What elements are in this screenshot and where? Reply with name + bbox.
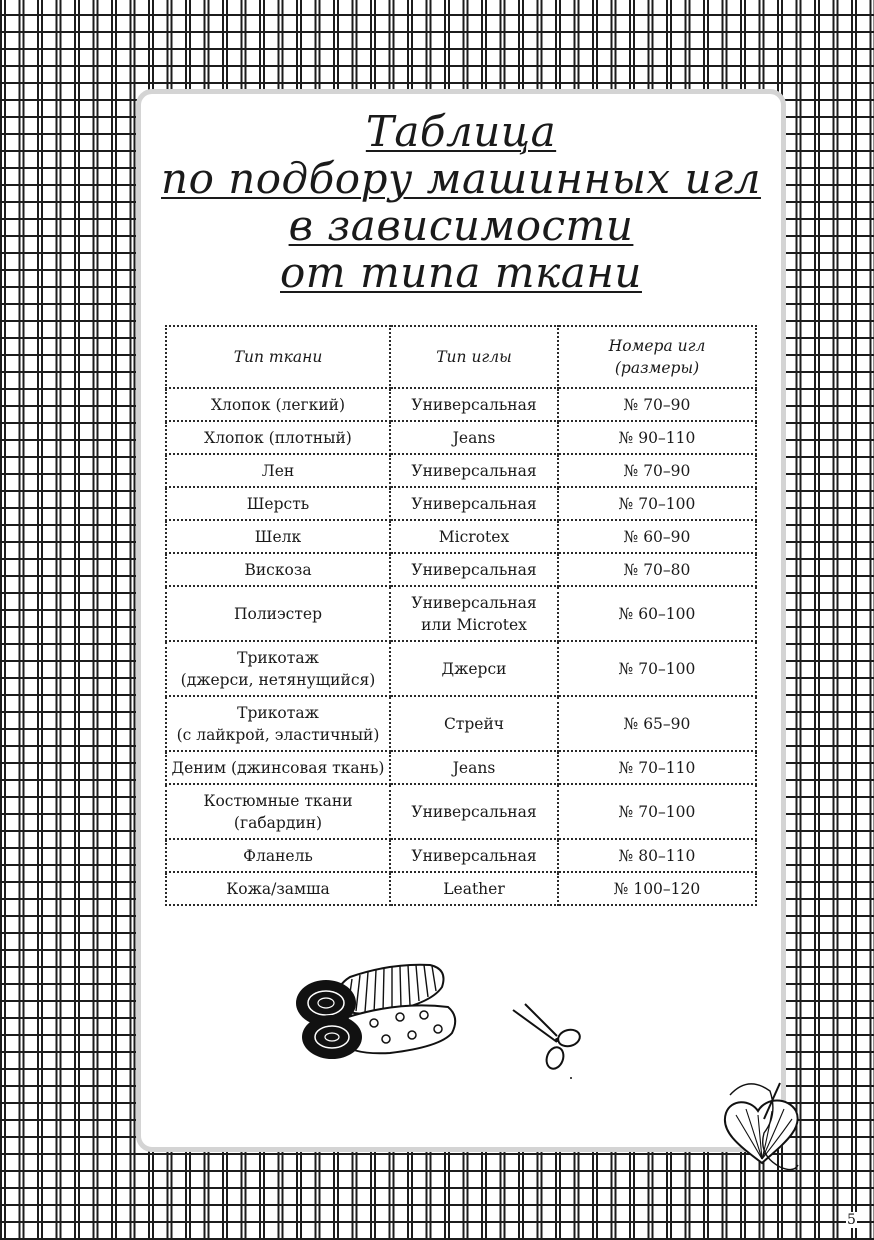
table-row: [166, 784, 756, 839]
sizes-cell: № 70–90: [558, 454, 756, 487]
fabric-cell: Фланель: [166, 839, 390, 872]
header-needle-type: Тип иглы: [390, 326, 558, 388]
needle-cell: Универсальная: [390, 553, 558, 586]
needle-cell: Универсальная: [390, 839, 558, 872]
needle-table: [165, 325, 757, 906]
needle-cell: Универсальная или Microtex: [390, 586, 558, 641]
title-line-2: по подбору машинных игл: [161, 154, 761, 203]
needle-cell: Leather: [390, 872, 558, 905]
sizes-cell: № 70–100: [558, 641, 756, 696]
fabric-cell: Трикотаж (с лайкрой, эластичный): [166, 696, 390, 751]
table-row: [166, 641, 756, 696]
sizes-cell: № 70–100: [558, 784, 756, 839]
sizes-cell: № 90–110: [558, 421, 756, 454]
table-row: [166, 872, 756, 905]
fabric-rolls-icon: [290, 955, 470, 1065]
needle-cell: Универсальная: [390, 388, 558, 421]
fabric-cell: Шелк: [166, 520, 390, 553]
title-line-3: в зависимости: [288, 201, 634, 250]
page-number: 5: [847, 1212, 856, 1228]
sizes-cell: № 100–120: [558, 872, 756, 905]
table-row: [166, 696, 756, 751]
heart-needle-icon: [718, 1075, 808, 1175]
sizes-cell: № 65–90: [558, 696, 756, 751]
needle-cell: Microtex: [390, 520, 558, 553]
fabric-cell: Хлопок (плотный): [166, 421, 390, 454]
table-row: [166, 388, 756, 421]
sizes-cell: № 70–110: [558, 751, 756, 784]
fabric-cell: Хлопок (легкий): [166, 388, 390, 421]
fabric-cell: Кожа/замша: [166, 872, 390, 905]
fabric-cell: Шерсть: [166, 487, 390, 520]
needle-cell: Стрейч: [390, 696, 558, 751]
sizes-cell: № 60–90: [558, 520, 756, 553]
fabric-cell: Полиэстер: [166, 586, 390, 641]
header-fabric-type: Тип ткани: [166, 326, 390, 388]
needle-cell: Универсальная: [390, 454, 558, 487]
needle-cell: Универсальная: [390, 784, 558, 839]
title-line-1: Таблица: [365, 107, 557, 156]
table-row: [166, 421, 756, 454]
fabric-cell: Трикотаж (джерси, нетянущийся): [166, 641, 390, 696]
fabric-cell: Лен: [166, 454, 390, 487]
sizes-cell: № 80–110: [558, 839, 756, 872]
sizes-cell: № 60–100: [558, 586, 756, 641]
needle-cell: Jeans: [390, 751, 558, 784]
sizes-cell: № 70–100: [558, 487, 756, 520]
header-needle-sizes: Номера игл (размеры): [558, 326, 756, 388]
sizes-cell: № 70–90: [558, 388, 756, 421]
table-row: [166, 520, 756, 553]
table-row: [166, 839, 756, 872]
needle-cell: Универсальная: [390, 487, 558, 520]
fabric-cell: Костюмные ткани (габардин): [166, 784, 390, 839]
table-row: [166, 751, 756, 784]
table-header-row: [166, 326, 756, 388]
table-row: [166, 454, 756, 487]
needle-cell: Джерси: [390, 641, 558, 696]
sizes-cell: № 70–80: [558, 553, 756, 586]
table-row: [166, 487, 756, 520]
scissors-icon: [505, 1000, 600, 1080]
fabric-cell: Деним (джинсовая ткань): [166, 751, 390, 784]
table-row: [166, 553, 756, 586]
fabric-cell: Вискоза: [166, 553, 390, 586]
needle-cell: Jeans: [390, 421, 558, 454]
table-row: [166, 586, 756, 641]
page-title: [136, 108, 786, 296]
title-line-4: от типа ткани: [280, 248, 642, 297]
